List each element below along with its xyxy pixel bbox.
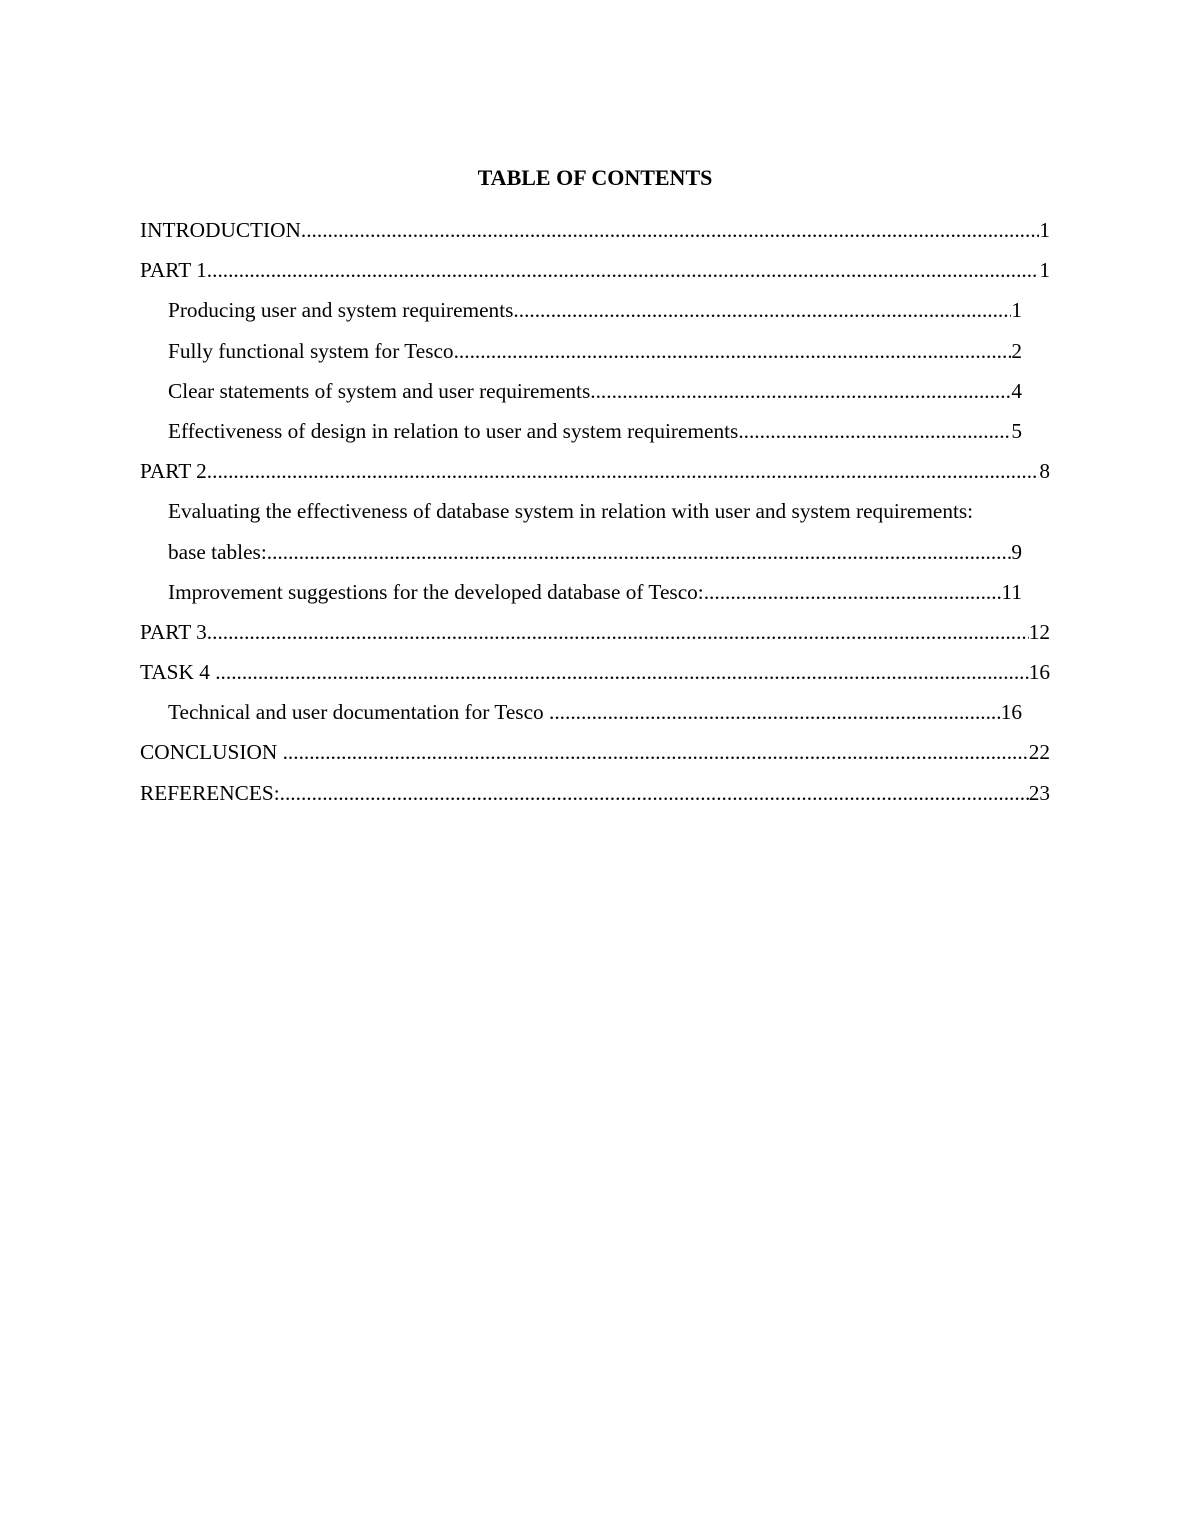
toc-dot-leader (738, 415, 1011, 447)
toc-entry-producing-requirements[interactable] (168, 294, 1022, 334)
toc-entry-text: REFERENCES: (140, 780, 280, 805)
toc-dot-leader (549, 696, 1001, 728)
toc-entry-part-3[interactable] (140, 616, 1050, 656)
toc-entry-text: Improvement suggestions for the developed database of Tesco: (168, 579, 704, 604)
toc-dot-leader (283, 736, 1029, 768)
toc-entry-part-2[interactable] (140, 455, 1050, 495)
toc-list (140, 214, 1050, 817)
toc-entry-effectiveness-of-design[interactable] (168, 415, 1022, 455)
toc-entry-conclusion[interactable] (140, 736, 1050, 776)
toc-entry-text: Technical and user documentation for Tesco (168, 700, 550, 725)
toc-entry-fully-functional-system[interactable] (168, 335, 1022, 375)
toc-page-number: 16 (1000, 700, 1022, 725)
toc-entry-part-1[interactable] (140, 254, 1050, 294)
toc-page-number: 5 (1011, 418, 1022, 443)
toc-entry-text: Effectiveness of design in relation to user and system requirements (168, 418, 739, 443)
toc-entry-text: CONCLUSION (140, 740, 283, 765)
toc-entry-technical-documentation[interactable] (168, 696, 1022, 736)
toc-dot-leader (207, 455, 1040, 487)
toc-page-number: 8 (1039, 459, 1050, 484)
toc-entry-references[interactable] (140, 777, 1050, 817)
toc-page-number: 11 (1001, 579, 1022, 604)
toc-entry-text: PART 1 (140, 258, 207, 283)
toc-dot-leader (454, 335, 1012, 367)
toc-dot-leader (513, 294, 1011, 326)
toc-page-number: 2 (1011, 338, 1022, 363)
toc-entry-base-tables[interactable] (168, 536, 1022, 576)
toc-page-number: 1 (1011, 298, 1022, 323)
toc-page-number: 22 (1028, 740, 1050, 765)
toc-dot-leader (267, 536, 1012, 568)
toc-page-number: 4 (1011, 378, 1022, 403)
toc-entry-improvement-suggestions[interactable] (168, 576, 1022, 616)
toc-entry-clear-statements[interactable] (168, 375, 1022, 415)
toc-entry-text: base tables: (168, 539, 267, 564)
toc-entry-text: PART 2 (140, 459, 207, 484)
toc-entry-task-4[interactable] (140, 656, 1050, 696)
toc-dot-leader (215, 656, 1028, 688)
toc-entry-text: INTRODUCTION (140, 218, 301, 242)
toc-entry-introduction[interactable] (140, 214, 1050, 254)
toc-dot-leader (301, 214, 1039, 246)
toc-dot-leader (207, 254, 1040, 286)
toc-title: TABLE OF CONTENTS (477, 165, 713, 190)
toc-entry-text: Evaluating the effectiveness of database system in relation with user and system requirements: (168, 499, 974, 524)
toc-page-number: 9 (1011, 539, 1022, 564)
toc-page-number: 16 (1028, 660, 1050, 685)
toc-entry-text: Producing user and system requirements (168, 298, 514, 323)
toc-page-number: 1 (1039, 258, 1050, 283)
toc-dot-leader (590, 375, 1011, 407)
toc-page-number: 23 (1028, 780, 1050, 805)
toc-dot-leader (207, 616, 1029, 648)
toc-entry-text: TASK 4 (140, 660, 216, 685)
toc-dot-leader (704, 576, 1002, 608)
toc-page-number: 1 (1039, 218, 1050, 242)
toc-dot-leader (280, 777, 1029, 809)
toc-entry-text: PART 3 (140, 619, 207, 644)
toc-entry-text: Clear statements of system and user requirements (168, 378, 591, 403)
toc-page-number: 12 (1028, 619, 1050, 644)
toc-entry-text: Fully functional system for Tesco (168, 338, 454, 363)
toc-entry-evaluating-effectiveness[interactable] (168, 495, 1050, 535)
